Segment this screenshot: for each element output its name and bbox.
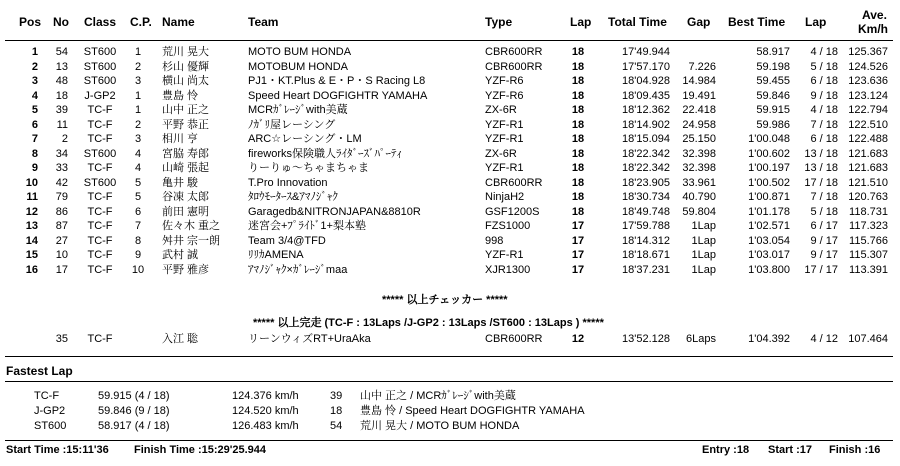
row-name: 佐々木 重之: [162, 220, 221, 232]
footer-start-time: Start Time :15:11'36: [6, 444, 109, 456]
dnf-row: [0, 333, 900, 345]
header-kmh: Km/h: [858, 22, 888, 36]
row-ave: 122.488: [848, 133, 888, 145]
row-no: 79: [55, 191, 68, 203]
row-lap: 17: [571, 220, 585, 232]
row-name: 山中 正之: [162, 104, 210, 116]
row-ave: 115.766: [849, 234, 888, 247]
row-total: 18'22.342: [622, 162, 670, 174]
row-cp: 2: [134, 118, 142, 131]
row-type: ZX-6R: [485, 104, 517, 116]
row-no: 11: [56, 118, 68, 131]
row-best: 59.986: [756, 118, 790, 131]
fastest-class: J-GP2: [34, 405, 66, 417]
row-cp: 7: [134, 220, 142, 232]
row-best-lap: 9 / 17: [810, 234, 838, 247]
row-cp: 10: [131, 263, 145, 276]
row-team: りーりゅ～ちゃまちゃま: [248, 162, 369, 174]
row-total: 18'15.094: [622, 133, 670, 145]
row-gap: 25.150: [682, 133, 716, 145]
row-best-lap: 6 / 17: [810, 220, 838, 232]
row-class: TC-F: [87, 191, 113, 203]
row-team: ｱﾏﾉｼﾞｬｸ×ｶﾞﾚｰｼﾞmaa: [248, 263, 348, 276]
dnf-total: 13'52.128: [622, 333, 670, 345]
row-total: 18'12.362: [622, 104, 670, 116]
fastest-no: 39: [330, 390, 343, 402]
row-pos: 15: [25, 249, 38, 261]
row-class: J-GP2: [84, 89, 116, 102]
row-name: 宮脇 寿郎: [162, 147, 210, 160]
row-ave: 121.683: [848, 162, 888, 174]
row-name: 相川 亨: [162, 133, 199, 145]
row-no: 54: [55, 46, 68, 58]
row-gap: 14.984: [682, 75, 716, 87]
fastest-lap-row: [0, 404, 900, 418]
row-lap: 18: [571, 46, 585, 58]
row-no: 48: [55, 75, 68, 87]
table-row: [0, 264, 900, 276]
fastest-rider: 豊島 怜 / Speed Heart DOGFIGHTR YAMAHA: [360, 405, 585, 417]
row-best: 1'00.871: [748, 191, 790, 203]
row-no: 10: [55, 249, 68, 261]
row-best: 1'02.571: [748, 220, 790, 232]
row-gap: 1Lap: [691, 220, 716, 232]
row-class: ST600: [83, 75, 117, 87]
row-best-lap: 4 / 18: [810, 104, 838, 116]
row-team: MCRｶﾞﾚｰｼﾞwith美蔵: [248, 104, 348, 116]
row-name: 荒川 晃大: [162, 46, 210, 58]
dnf-gap: 6Laps: [686, 333, 716, 345]
table-row: [0, 206, 900, 218]
row-type: YZF-R6: [485, 75, 524, 87]
table-row: [0, 162, 900, 174]
row-ave: 113.391: [849, 263, 888, 276]
row-type: YZF-R6: [485, 89, 524, 102]
row-ave: 124.526: [848, 60, 888, 73]
header-team: Team: [248, 15, 279, 29]
row-ave: 125.367: [848, 46, 888, 58]
row-cp: 8: [134, 234, 142, 247]
row-best: 59.455: [756, 75, 790, 87]
row-cp: 2: [134, 60, 142, 73]
header-total-time: Total Time: [608, 15, 667, 29]
row-no: 2: [61, 133, 68, 145]
fastest-time: 59.846 (9 / 18): [98, 405, 170, 417]
row-pos: 10: [25, 176, 38, 189]
header-ave: Ave.: [862, 8, 887, 22]
header-gap: Gap: [687, 15, 711, 29]
row-pos: 13: [25, 220, 38, 232]
row-lap: 17: [571, 263, 585, 276]
row-lap: 18: [571, 176, 585, 189]
footer-finish-time: Finish Time :15:29'25.944: [134, 444, 267, 456]
row-total: 17'57.170: [622, 60, 670, 73]
fastest-speed: 124.376 km/h: [232, 390, 299, 402]
fastest-lap-row: [0, 389, 900, 403]
dnf-bestlap: 4 / 12: [810, 333, 838, 345]
fastest-lap-row: [0, 419, 900, 433]
row-pos: 16: [25, 263, 38, 276]
row-team: ARC☆レーシング・LM: [248, 133, 362, 145]
fastest-speed: 126.483 km/h: [232, 420, 299, 432]
header-no: No: [53, 15, 69, 29]
row-pos: 11: [26, 191, 38, 203]
row-class: TC-F: [87, 234, 113, 247]
row-type: 998: [485, 234, 504, 247]
row-pos: 9: [31, 162, 38, 174]
row-ave: 122.510: [848, 118, 888, 131]
row-gap: 24.958: [682, 118, 716, 131]
row-total: 18'14.312: [622, 234, 670, 247]
row-best: 1'03.054: [748, 234, 790, 247]
finish-message: ***** 以上完走 (TC-F : 13Laps /J-GP2 : 13Laps /ST600 : 13Laps ) *****: [253, 317, 604, 329]
row-name: 谷凍 太郎: [162, 191, 210, 203]
row-no: 33: [55, 162, 68, 174]
row-type: CBR600RR: [485, 60, 543, 73]
row-best: 59.198: [756, 60, 790, 73]
row-type: YZF-R1: [485, 118, 524, 131]
fastest-no: 54: [330, 420, 343, 432]
row-cp: 4: [134, 162, 142, 174]
row-pos: 8: [31, 147, 38, 160]
row-type: XJR1300: [485, 263, 531, 276]
row-class: TC-F: [87, 249, 113, 261]
row-best-lap: 6 / 18: [810, 75, 838, 87]
row-gap: 32.398: [682, 147, 716, 160]
row-name: 武村 誠: [162, 249, 199, 261]
row-best: 1'03.017: [748, 249, 790, 261]
row-team: ﾘﾘｶAMENA: [248, 249, 304, 261]
row-no: 86: [55, 205, 68, 218]
row-total: 18'22.342: [622, 147, 670, 160]
row-name: 前田 憲明: [162, 205, 210, 218]
fastest-time: 58.917 (4 / 18): [98, 420, 170, 432]
row-ave: 115.307: [849, 249, 888, 261]
row-gap: 1Lap: [691, 249, 716, 261]
fastest-class: TC-F: [34, 390, 60, 402]
footer-finish: Finish :16: [829, 444, 881, 456]
row-total: 18'23.905: [622, 176, 670, 189]
row-lap: 18: [571, 191, 585, 203]
row-lap: 18: [571, 104, 585, 116]
row-type: YZF-R1: [485, 162, 524, 174]
dnf-class: TC-F: [87, 333, 113, 345]
row-type: FZS1000: [485, 220, 531, 232]
row-best-lap: 13 / 18: [804, 162, 838, 174]
row-best: 1'00.502: [748, 176, 790, 189]
header-best-lap: Lap: [805, 15, 827, 29]
row-cp: 1: [134, 104, 142, 116]
row-class: TC-F: [87, 205, 113, 218]
row-best: 1'00.602: [748, 147, 790, 160]
row-ave: 121.683: [848, 147, 888, 160]
row-no: 17: [55, 263, 68, 276]
row-pos: 7: [31, 133, 38, 145]
header-type: Type: [485, 15, 513, 29]
dnf-type: CBR600RR: [485, 333, 543, 345]
row-best: 59.846: [756, 89, 790, 102]
row-lap: 17: [571, 249, 585, 261]
row-no: 34: [55, 147, 68, 160]
row-type: CBR600RR: [485, 176, 543, 189]
row-ave: 121.510: [848, 176, 888, 189]
footer-rule: [5, 440, 893, 441]
row-class: TC-F: [87, 104, 113, 116]
fastest-speed: 124.520 km/h: [232, 405, 299, 417]
row-gap: 1Lap: [691, 234, 716, 247]
dnf-lap: 12: [571, 333, 585, 345]
row-lap: 18: [571, 118, 585, 131]
row-class: TC-F: [87, 118, 113, 131]
checker-message: ***** 以上チェッカー *****: [382, 294, 508, 306]
footer: [0, 444, 900, 458]
table-row: [0, 191, 900, 203]
table-row: [0, 119, 900, 131]
row-type: YZF-R1: [485, 249, 524, 261]
row-type: CBR600RR: [485, 46, 543, 58]
row-team: ﾉｶﾞﾘ屋レーシング: [248, 118, 336, 131]
row-no: 27: [55, 234, 68, 247]
row-total: 18'49.748: [622, 205, 670, 218]
row-name: 亀井 駿: [162, 176, 199, 189]
row-ave: 122.794: [848, 104, 888, 116]
row-class: TC-F: [87, 220, 113, 232]
row-gap: 40.790: [682, 191, 716, 203]
row-team: MOTO BUM HONDA: [248, 46, 352, 58]
row-cp: 4: [134, 147, 142, 160]
dnf-name: 入江 聡: [162, 333, 199, 345]
row-best-lap: 17 / 18: [804, 176, 838, 189]
row-type: YZF-R1: [485, 133, 524, 145]
footer-entry: Entry :18: [702, 444, 750, 456]
row-best-lap: 13 / 18: [804, 147, 838, 160]
row-pos: 14: [25, 234, 38, 247]
row-ave: 123.636: [848, 75, 888, 87]
row-total: 18'14.902: [622, 118, 670, 131]
row-best-lap: 7 / 18: [810, 191, 838, 203]
row-gap: 1Lap: [691, 263, 716, 276]
row-best: 58.917: [756, 46, 790, 58]
row-gap: 59.804: [682, 205, 716, 218]
row-best-lap: 5 / 18: [810, 205, 838, 218]
row-lap: 18: [571, 133, 585, 145]
dnf-ave: 107.464: [848, 333, 888, 345]
row-best-lap: 9 / 17: [810, 249, 838, 261]
fastest-lap-title-rule: [5, 381, 893, 382]
row-best-lap: 5 / 18: [810, 60, 838, 73]
row-name: 杉山 優輝: [162, 60, 210, 73]
row-no: 13: [55, 60, 68, 73]
row-team: MOTOBUM HONDA: [248, 60, 349, 73]
row-pos: 3: [31, 75, 38, 87]
row-type: NinjaH2: [485, 191, 525, 203]
fastest-time: 59.915 (4 / 18): [98, 390, 170, 402]
row-ave: 117.323: [849, 220, 888, 232]
dnf-no: 35: [55, 333, 68, 345]
table-row: [0, 249, 900, 261]
row-best: 1'00.197: [748, 162, 790, 174]
row-lap: 18: [571, 75, 585, 87]
header-name: Name: [162, 15, 195, 29]
fastest-rider: 荒川 晃大 / MOTO BUM HONDA: [360, 420, 520, 432]
row-lap: 17: [571, 234, 585, 247]
row-best-lap: 9 / 18: [810, 89, 838, 102]
row-class: TC-F: [87, 133, 113, 145]
header-lap: Lap: [570, 15, 592, 29]
fastest-lap-title: Fastest Lap: [6, 364, 73, 378]
row-pos: 4: [31, 89, 38, 102]
table-row: [0, 220, 900, 232]
row-best-lap: 6 / 18: [810, 133, 838, 145]
row-cp: 1: [134, 89, 142, 102]
row-gap: 19.491: [682, 89, 716, 102]
row-best-lap: 17 / 17: [804, 263, 838, 276]
row-name: 平野 雅彦: [162, 263, 210, 276]
row-name: 横山 尚太: [162, 75, 210, 87]
row-pos: 1: [31, 46, 38, 58]
row-no: 18: [55, 89, 68, 102]
table-row: [0, 235, 900, 247]
table-row: [0, 177, 900, 189]
row-no: 42: [55, 176, 68, 189]
fastest-no: 18: [330, 405, 343, 417]
row-lap: 18: [571, 60, 585, 73]
header-class: Class: [84, 15, 117, 29]
fastest-rider: 山中 正之 / MCRｶﾞﾚｰｼﾞwith美蔵: [360, 390, 516, 402]
row-best: 59.915: [756, 104, 790, 116]
row-total: 18'37.231: [622, 263, 670, 276]
row-no: 39: [55, 104, 68, 116]
row-total: 18'09.435: [622, 89, 670, 102]
row-lap: 18: [571, 89, 585, 102]
row-team: PJ1・KT.Plus & E・P・S Racing L8: [248, 75, 426, 87]
row-cp: 3: [134, 75, 142, 87]
row-pos: 6: [31, 118, 38, 131]
row-gap: 32.398: [682, 162, 716, 174]
row-best-lap: 7 / 18: [810, 118, 838, 131]
row-gap: 22.418: [682, 104, 716, 116]
row-name: 舛井 宗一朗: [162, 234, 221, 247]
row-best: 1'03.800: [748, 263, 790, 276]
row-name: 平野 恭正: [162, 118, 210, 131]
row-name: 山崎 張起: [162, 162, 210, 174]
row-best-lap: 4 / 18: [810, 46, 838, 58]
row-name: 豊島 怜: [162, 89, 199, 102]
header-best-time: Best Time: [728, 15, 786, 29]
row-team: T.Pro Innovation: [248, 176, 328, 189]
row-best: 1'00.048: [748, 133, 790, 145]
dnf-best: 1'04.392: [748, 333, 790, 345]
row-team: fireworks保険職人ﾗｲﾀﾞｰｽﾞﾊﾟｰﾃｨ: [248, 147, 403, 160]
row-class: ST600: [83, 60, 117, 73]
table-row: [0, 61, 900, 73]
table-row: [0, 133, 900, 145]
table-row: [0, 75, 900, 87]
table-header: [0, 0, 900, 40]
row-cp: 1: [134, 46, 142, 58]
row-lap: 18: [571, 205, 585, 218]
table-row: [0, 46, 900, 58]
row-team: Team 3/4@TFD: [248, 234, 326, 247]
row-class: ST600: [83, 46, 117, 58]
row-team: ﾀﾛｳﾓｰﾀｰｽ&ｱﾏﾉｼﾞｬｸ: [248, 191, 338, 203]
row-best: 1'01.178: [748, 205, 790, 218]
table-row: [0, 104, 900, 116]
row-class: ST600: [83, 176, 117, 189]
fastest-lap-rule: [5, 356, 893, 357]
row-no: 87: [55, 220, 68, 232]
row-pos: 12: [25, 205, 38, 218]
row-lap: 18: [571, 162, 585, 174]
row-type: ZX-6R: [485, 147, 517, 160]
row-cp: 6: [134, 205, 142, 218]
row-total: 17'49.944: [622, 46, 670, 58]
row-gap: 7.226: [688, 60, 716, 73]
row-class: TC-F: [87, 162, 113, 174]
row-ave: 118.731: [849, 205, 888, 218]
row-team: 迷宮会+ﾌﾟﾗｲﾄﾞ1+梨本塾: [248, 220, 366, 232]
row-pos: 5: [31, 104, 38, 116]
row-pos: 2: [31, 60, 38, 73]
row-total: 18'04.928: [622, 75, 670, 87]
dnf-team: リーンウィズRT+UraAka: [248, 333, 371, 345]
row-lap: 18: [571, 147, 585, 160]
row-cp: 5: [134, 176, 142, 189]
row-cp: 9: [134, 249, 142, 261]
row-team: Garagedb&NITRONJAPAN&8810R: [248, 205, 421, 218]
row-cp: 3: [134, 133, 142, 145]
row-ave: 120.763: [848, 191, 888, 203]
row-ave: 123.124: [848, 89, 888, 102]
row-total: 17'59.788: [622, 220, 670, 232]
row-team: Speed Heart DOGFIGHTR YAMAHA: [248, 89, 428, 102]
header-rule: [5, 40, 893, 41]
row-class: ST600: [83, 147, 117, 160]
table-row: [0, 90, 900, 102]
row-gap: 33.961: [682, 176, 716, 189]
footer-start: Start :17: [768, 444, 813, 456]
row-cp: 5: [134, 191, 142, 203]
row-total: 18'18.671: [622, 249, 670, 261]
header-cp: C.P.: [130, 15, 152, 29]
header-pos: Pos: [19, 15, 42, 29]
row-total: 18'30.734: [622, 191, 670, 203]
row-type: GSF1200S: [485, 205, 540, 218]
row-class: TC-F: [87, 263, 113, 276]
table-row: [0, 148, 900, 160]
fastest-class: ST600: [34, 420, 67, 432]
